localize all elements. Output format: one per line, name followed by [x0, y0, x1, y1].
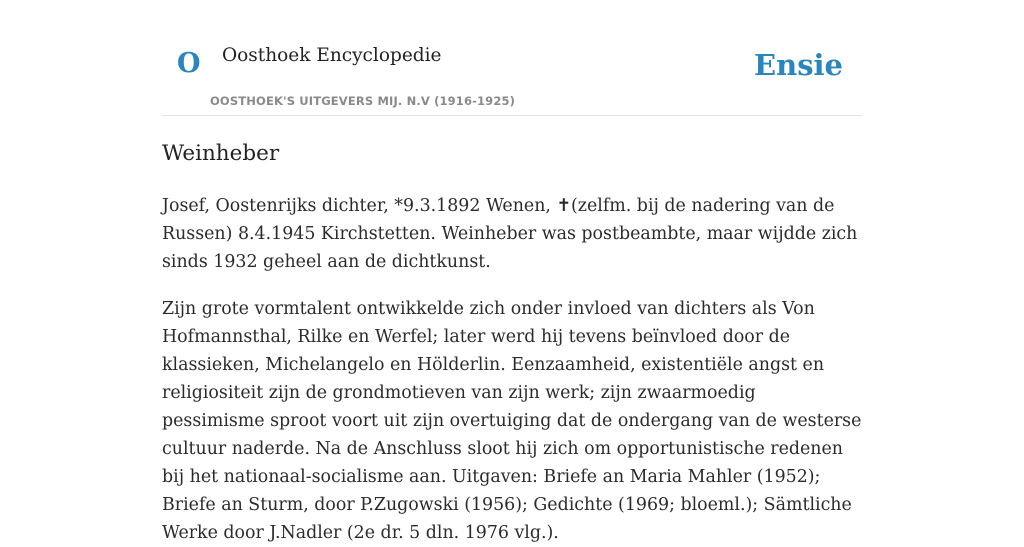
content-container [162, 0, 862, 543]
site-logo-link[interactable]: O [177, 48, 201, 79]
article-title: Weinheber [162, 141, 280, 166]
publisher-subtitle: OOSTHOEK'S UITGEVERS MIJ. N.V (1916-1925) [210, 94, 516, 108]
site-header [162, 0, 862, 116]
article-paragraph: Josef, Oostenrijks dichter, *9.3.1892 Wenen, ✝(zelfm. bij de nadering van de Russen) 8.4.1945 Kirchstetten. Weinheber was postbeambte, maar wijdde zich sinds 1932 geheel aan de dichtkunst. [162, 196, 858, 272]
article-paragraph: Zijn grote vormtalent ontwikkelde zich onder invloed van dichters als Von Hofmannsthal, Rilke en Werfel; later werd hij tevens beïnvloed door de klassieken, Michelangelo en Hölderlin. Eenzaamheid, existentiële angst en religiositeit zijn de grondmotieven van zijn werk; zijn zwaarmoedig pessimisme sproot voort uit zijn overtuiging dat de ondergang van de westerse cultuur naderde. Na de Anschluss sloot hij zich om opportunistische redenen bij het nationaal-socialisme aan. Uitgaven: Briefe an Maria Mahler (1952); Briefe an Sturm, door P.Zugowski (1956); Gedichte (1969; bloeml.); Sämtliche Werke door J.Nadler (2e dr. 5 dln. 1976 vlg.). [162, 299, 862, 543]
site-title: Oosthoek Encyclopedie [222, 45, 442, 66]
ensie-brand-link[interactable]: Ensie [754, 48, 843, 82]
